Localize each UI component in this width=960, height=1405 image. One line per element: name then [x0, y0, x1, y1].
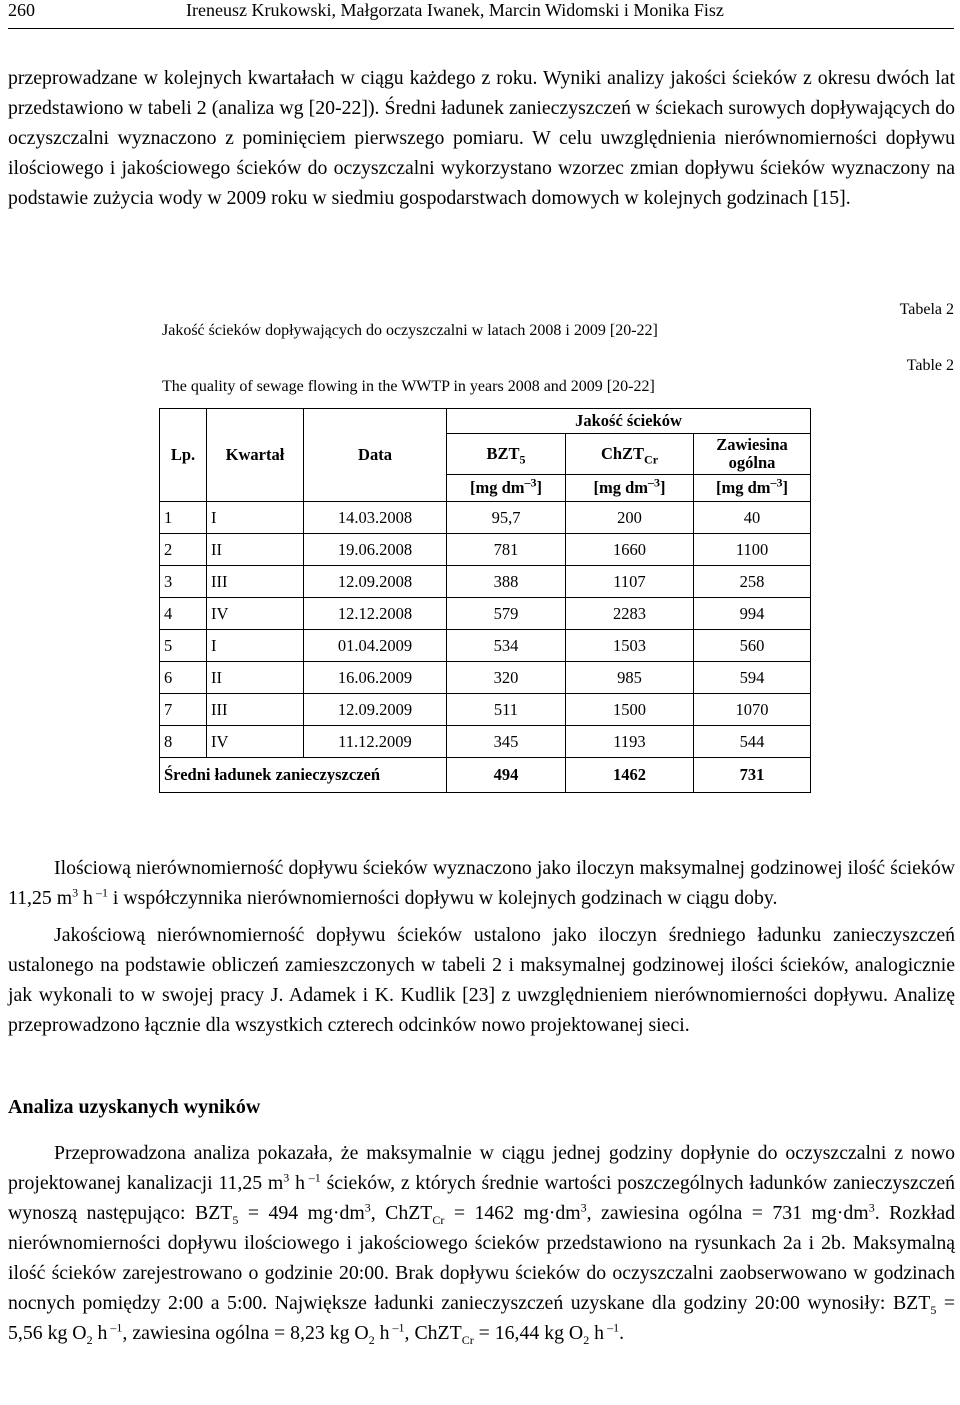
table-number-en: Table 2 — [906, 357, 954, 374]
table-row: 7 III 12.09.2009 511 1500 1070 — [160, 694, 811, 726]
table-number-pl: Tabela 2 — [899, 301, 954, 318]
unit-suspension: [mg $dm^{-3}$] — [694, 475, 811, 502]
sewage-quality-table — [159, 408, 811, 793]
header-suspension: Zawiesina ogólna — [694, 434, 811, 475]
header-authors: Ireneusz Krukowski, Małgorzata Iwanek, Marcin Widomski i Monika Fisz — [186, 0, 724, 20]
average-bzt: 494 — [447, 758, 566, 793]
running-header — [8, 0, 956, 24]
paragraph-intro: przeprowadzane w kolejnych kwartałach w ciągu każdego z roku. Wyniki analizy jakości ścieków z okresu dwóch lat przedstawiono w tabeli 2 (analiza wg [20-22]). Średni ładunek zanieczyszczeń w ściekach surowych dopływających do oczyszczalni wyznaczono z pominięciem pierwszego pomiaru. W celu uwzględnienia nierównomierności dopływu ilościowego i jakościowego ścieków do oczyszczalni wykorzystano wzorzec zmian dopływu ścieków wyznaczony na podstawie zużycia wody w 2009 roku w siedmiu gospodarstwach domowych w kolejnych godzinach [15]. — [8, 67, 955, 209]
average-suspension: 731 — [694, 758, 811, 793]
paragraph-qualitative: Jakościową nierównomierność dopływu ścieków ustalono jako iloczyn średniego ładunku zanieczyszczeń ustalonego na podstawie obliczeń zamieszczonych w tabeli 2 i maksymalnej godzinowej ilości ścieków, analogicznie jak wykonali to w swojej pracy J. Adamek i K. Kudlik [23] z uwzględnieniem nierównomierności dopływu. Analizę przeprowadzono łącznie dla wszystkich czterech odcinków nowo projektowanej sieci. — [8, 924, 955, 1036]
paragraph-quantitative: Ilościową nierównomierność dopływu ścieków wyznaczono jako iloczyn maksymalnej godzinowej ilość ścieków 11,25 $m^3$ h $^{-1}$ i współczynnika nierównomierności dopływu w kolejnych godzinach w ciągu doby. — [8, 857, 955, 909]
average-label: Średni ładunek zanieczyszczeń — [160, 758, 447, 793]
header-quarter: Kwartał — [207, 409, 304, 502]
page-number: 260 — [8, 0, 35, 20]
header-chzt: ChZT$_{Cr}$ — [566, 434, 694, 475]
header-lp: Lp. — [160, 409, 207, 502]
header-date: Data — [304, 409, 447, 502]
table-caption-pl: Jakość ścieków dopływających do oczyszczalni w latach 2008 i 2009 [20-22] — [162, 322, 658, 339]
table-row: 5 I 01.04.2009 534 1503 560 — [160, 630, 811, 662]
section-heading: Analiza uzyskanych wyników — [8, 1096, 261, 1118]
table-row: 8 IV 11.12.2009 345 1193 544 — [160, 726, 811, 758]
table-row: 2 II 19.06.2008 781 1660 1100 — [160, 534, 811, 566]
header-divider — [8, 28, 954, 29]
table-row-average — [160, 758, 811, 793]
table-row: 4 IV 12.12.2008 579 2283 994 — [160, 598, 811, 630]
table-caption-en: The quality of sewage flowing in the WWTP in years 2008 and 2009 [20-22] — [162, 378, 655, 395]
paragraph-results: Przeprowadzona analiza pokazała, że maksymalnie w ciągu jednej godziny dopłynie do oczyszczalni z nowo projektowanej kanalizacji 11,25 $m^3$ h $^{-1}$ ścieków, z których średnie wartości poszczególnych ładunków zanieczyszczeń wynoszą następująco: $BZT_5 = 494$ $mg\cdot dm^3$, ChZT$_{Cr}$ = 1462 $mg\cdot dm^3$, zawiesina ogólna = 731 $mg\cdot dm^3$. Rozkład nierównomierności dopływu ilościowego i jakościowego ścieków przedstawiono na rysunkach 2a i 2b. Maksymalną ilość ścieków zarejestrowano o godzinie 20:00. Brak dopływu ścieków do oczyszczalni zaobserwowano w godzinach nocnych pomiędzy 2:00 a 5:00. Największe ładunki zanieczyszczeń uzyskane dla godziny 20:00 wynosiły: $BZT_5 = 5,56$ kg $O_2$ h $^{-1}$, zawiesina ogólna = 8,23 kg $O_2$ h $^{-1}$, ChZT$_{Cr}$ = 16,44 kg $O_2$ h $^{-1}$. — [8, 1142, 956, 1347]
table-row: 3 III 12.09.2008 388 1107 258 — [160, 566, 811, 598]
header-quality-group: Jakość ścieków — [447, 409, 811, 434]
table-row: 1 I 14.03.2008 95,7 200 40 — [160, 502, 811, 534]
table-row: 6 II 16.06.2009 320 985 594 — [160, 662, 811, 694]
average-chzt: 1462 — [566, 758, 694, 793]
unit-chzt: [mg $dm^{-3}$] — [566, 475, 694, 502]
unit-bzt: [mg $dm^{-3}$] — [447, 475, 566, 502]
header-bzt: $BZT_5$ — [447, 434, 566, 475]
